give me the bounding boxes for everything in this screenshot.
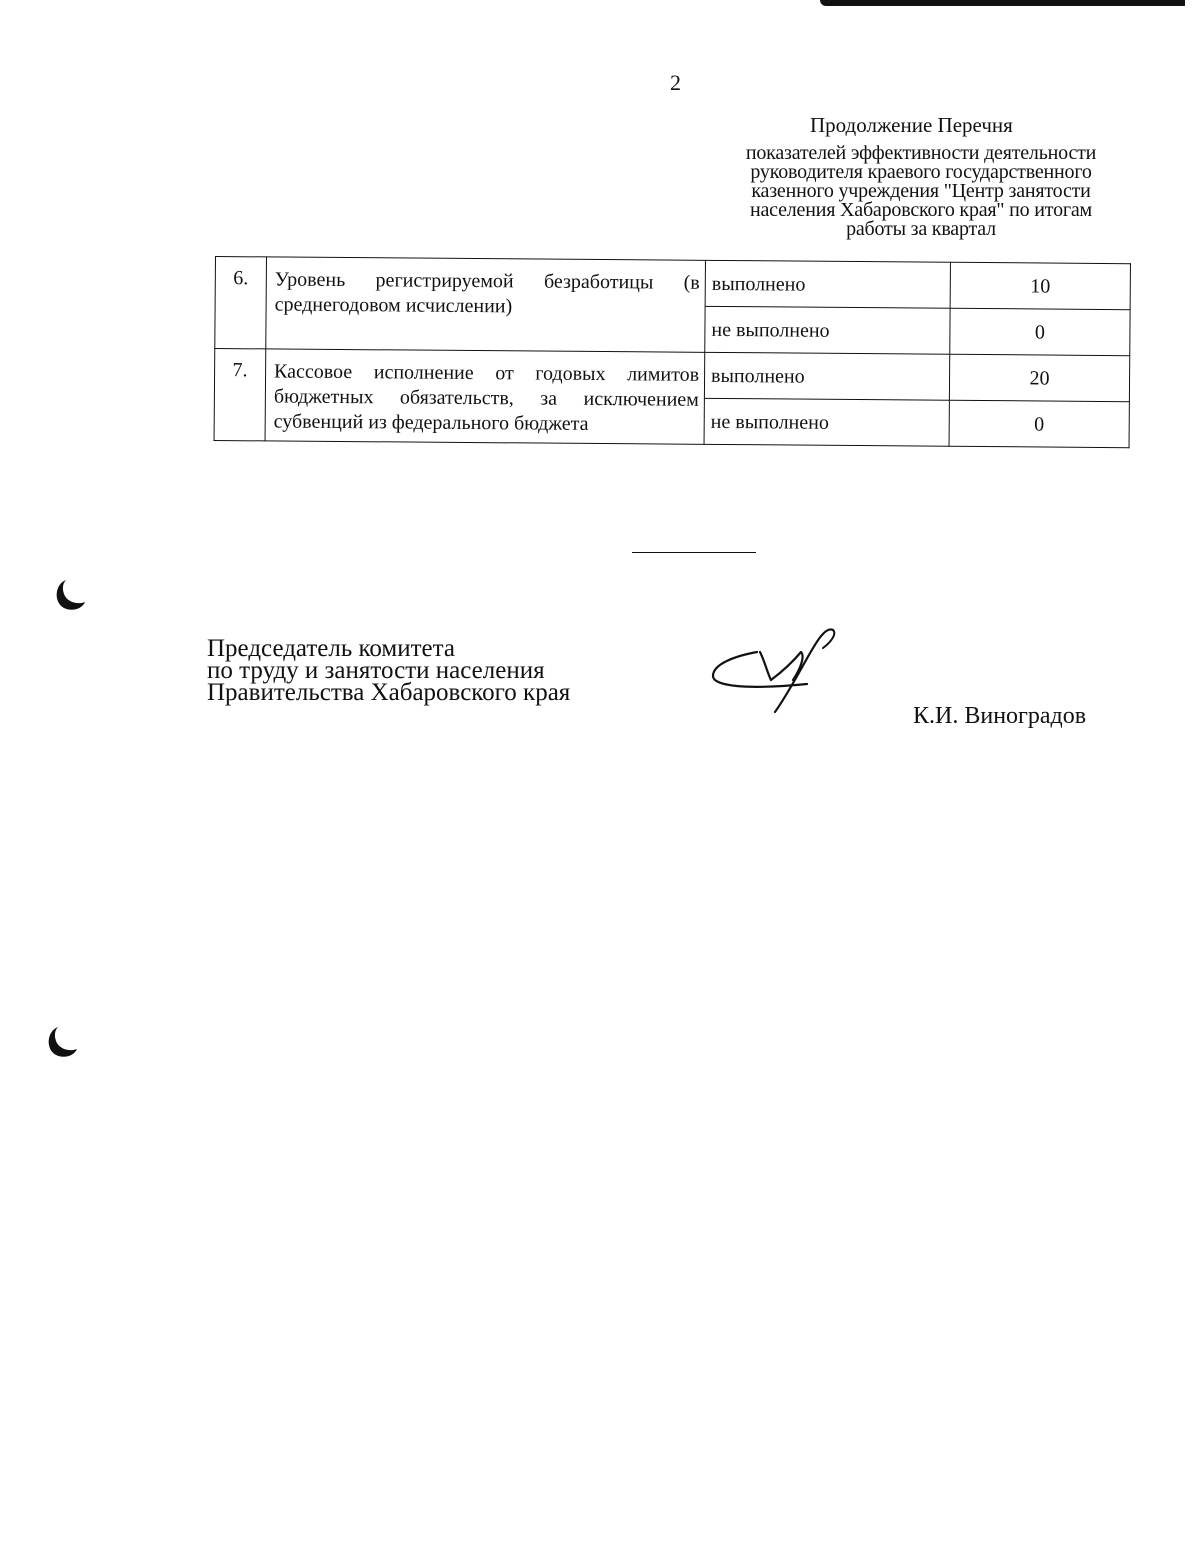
row-number: 6.: [215, 257, 267, 349]
outcome-status: выполнено: [705, 260, 950, 308]
signer-name: К.И. Виноградов: [913, 703, 1087, 729]
list-subtitle: [705, 144, 1137, 239]
subtitle-line: казенного учреждения "Центр занятости: [751, 180, 1091, 202]
table-row: [215, 257, 1130, 310]
end-of-list-rule: [632, 552, 756, 553]
signer-position-line: Правительства Хабаровского края: [207, 679, 571, 706]
signer-position-line: по труду и занятости населения: [207, 657, 545, 684]
crescent-punch-hole-icon: [52, 578, 86, 612]
indicator-table: [214, 256, 1131, 448]
page-number: 2: [670, 70, 681, 95]
outcome-status: не выполнено: [705, 306, 950, 354]
outcome-status: выполнено: [704, 352, 949, 400]
outcome-score: 10: [950, 262, 1130, 309]
signer-position: [207, 635, 571, 706]
crescent-punch-hole-icon: [44, 1025, 78, 1059]
table-row: [214, 349, 1129, 402]
subtitle-line: показателей эффективности деятельности: [745, 142, 1097, 164]
outcome-score: 0: [949, 400, 1129, 447]
continuation-title: Продолжение Перечня: [810, 113, 1013, 137]
scan-edge-mark: [820, 0, 1185, 6]
subtitle-line: населения Хабаровского края" по итогам: [750, 199, 1092, 221]
subtitle-line: работы за квартал: [846, 218, 996, 240]
indicator-description: Уровень регистрируемой безработицы (в среднегодовом исчислении): [266, 257, 706, 352]
row-number: 7.: [214, 349, 266, 441]
indicator-description: Кассовое исполнение от годовых лимитов бюджетных обязательств, за исключением субвенций из федерального бюджета: [265, 349, 705, 444]
outcome-status: не выполнено: [704, 398, 949, 446]
subtitle-line: руководителя краевого государственного: [750, 161, 1092, 183]
outcome-score: 0: [950, 308, 1130, 355]
signer-position-line: Председатель комитета: [207, 635, 455, 662]
outcome-score: 20: [949, 354, 1129, 401]
handwritten-signature-icon: [705, 622, 845, 717]
